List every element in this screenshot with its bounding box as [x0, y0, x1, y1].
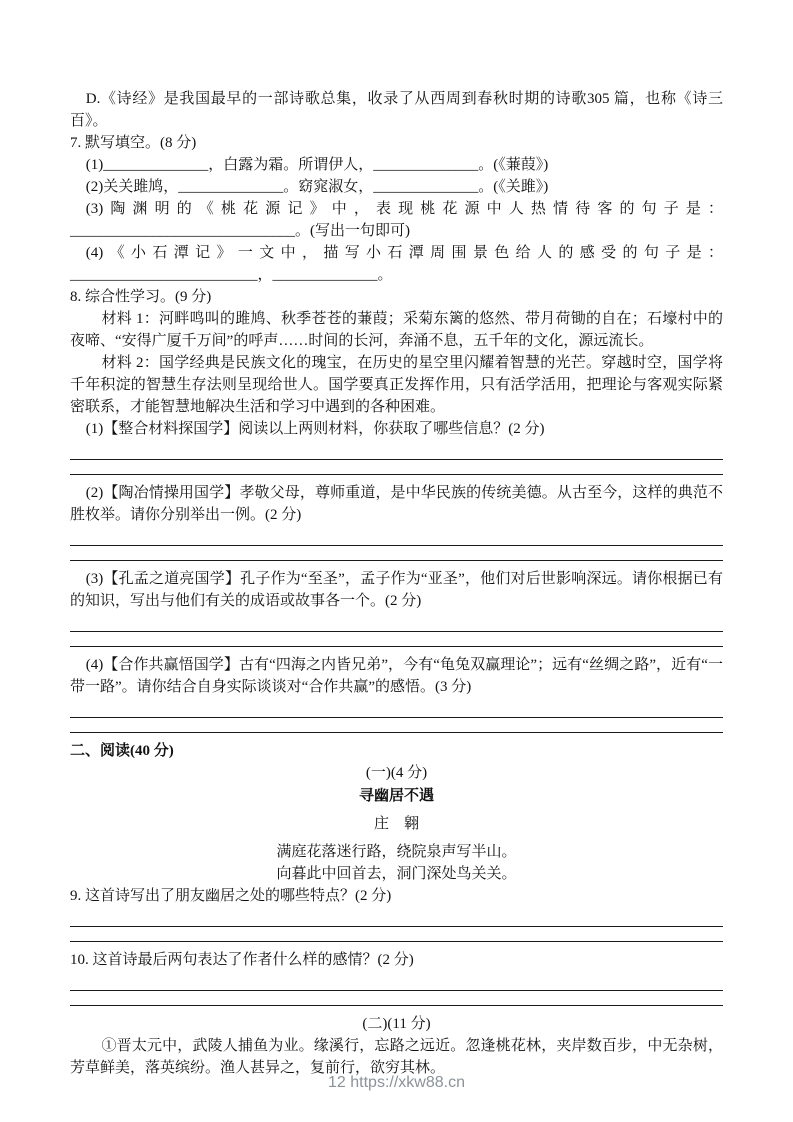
answer-line	[70, 460, 723, 475]
answer-line	[70, 445, 723, 460]
part-2-label: (二)(11 分)	[362, 1016, 431, 1032]
q8-material-1: 材料 1：河畔鸣叫的雎鸠、秋季苍苍的蒹葭；采菊东篱的悠然、带月荷锄的自在；石壕村中的夜啼、“安得广厦千万间”的呼声……时间的长河，奔涌不息，五千年的文化，源远流长。	[70, 311, 723, 349]
footer-watermark: 12 https://xkw88.cn	[328, 1074, 465, 1091]
q8-sub-1: (1)【整合材料探国学】阅读以上两则材料，你获取了哪些信息？(2 分)	[85, 421, 545, 437]
answer-line	[70, 531, 723, 546]
q7-item-3: (3)陶渊明的《桃花源记》中，表现桃花源中人热情待客的句子是：______________________________。(写出一句即可)	[70, 201, 723, 239]
q9-answer-area	[70, 912, 723, 942]
poem	[70, 785, 723, 885]
q8-sub-4-answer-area	[70, 703, 723, 733]
q10-answer-area	[70, 976, 723, 1006]
answer-line	[70, 546, 723, 561]
answer-line	[70, 718, 723, 733]
q8-sub-2-answer-area	[70, 531, 723, 561]
q8-sub-3: (3)【孔孟之道亮国学】孔子作为“至圣”，孟子作为“亚圣”，他们对后世影响深远。请你根据已有的知识，写出与他们有关的成语或故事各一个。(2 分)	[70, 571, 723, 609]
answer-line	[70, 703, 723, 718]
part-1-label: (一)(4 分)	[365, 765, 428, 781]
q8-sub-4: (4)【合作共赢悟国学】古有“四海之内皆兄弟”，今有“龟兔双赢理论”；远有“丝绸之路”，近有“一带一路”。请你结合自身实际谈谈对“合作共赢”的感悟。(3 分)	[70, 657, 723, 695]
reading-passage-paragraph-1: ①晋太元中，武陵人捕鱼为业。缘溪行，忘路之远近。忽逢桃花林，夹岸数百步，中无杂树，芳草鲜美，落英缤纷。渔人甚异之，复前行，欲穷其林。	[70, 1038, 723, 1076]
q8-sub-2: (2)【陶冶情操用国学】孝敬父母，尊师重道，是中华民族的传统美德。从古至今，这样的典范不胜枚举。请你分别举出一例。(2 分)	[70, 485, 723, 523]
poem-line-1: 满庭花落迷行路，绕院泉声写半山。	[276, 844, 517, 860]
q10: 10. 这首诗最后两句表达了作者什么样的感情？(2 分)	[70, 952, 414, 968]
poem-line-2: 向暮此中回首去，洞门深处鸟关关。	[276, 866, 517, 882]
answer-line	[70, 927, 723, 942]
q7-title: 7. 默写填空。(8 分)	[70, 135, 197, 151]
q7-item-1: (1)______________，白露为霜。所谓伊人，______________。(《蒹葭》)	[85, 157, 549, 173]
poem-author: 庄 翱	[373, 816, 419, 832]
answer-line	[70, 912, 723, 927]
answer-line	[70, 991, 723, 1006]
q8-title: 8. 综合性学习。(9 分)	[70, 289, 212, 305]
option-d-line: D.《诗经》是我国最早的一部诗歌总集，收录了从西周到春秋时期的诗歌305 篇，也称《诗三百》。	[70, 91, 723, 129]
answer-line	[70, 632, 723, 647]
q7-item-4: (4)《小石潭记》一文中，描写小石潭周围景色给人的感受的句子是：_________________________，______________。	[70, 245, 723, 283]
q8-sub-3-answer-area	[70, 617, 723, 647]
q9: 9. 这首诗写出了朋友幽居之处的哪些特点？(2 分)	[70, 888, 392, 904]
poem-title: 寻幽居不遇	[358, 788, 434, 804]
q7-item-2: (2)关关雎鸠，______________。窈窕淑女，______________。(《关雎》)	[85, 179, 549, 195]
answer-line	[70, 617, 723, 632]
answer-line	[70, 976, 723, 991]
section-2-heading: 二、阅读(40 分)	[70, 743, 174, 759]
q8-material-2: 材料 2：国学经典是民族文化的瑰宝，在历史的星空里闪耀着智慧的光芒。穿越时空，国学将千年积淀的智慧生存法则呈现给世人。国学要真正发挥作用，只有活学活用，把理论与客观实际紧密联系，才能智慧地解决生活和学习中遇到的各种困难。	[70, 355, 723, 415]
q8-sub-1-answer-area	[70, 445, 723, 475]
